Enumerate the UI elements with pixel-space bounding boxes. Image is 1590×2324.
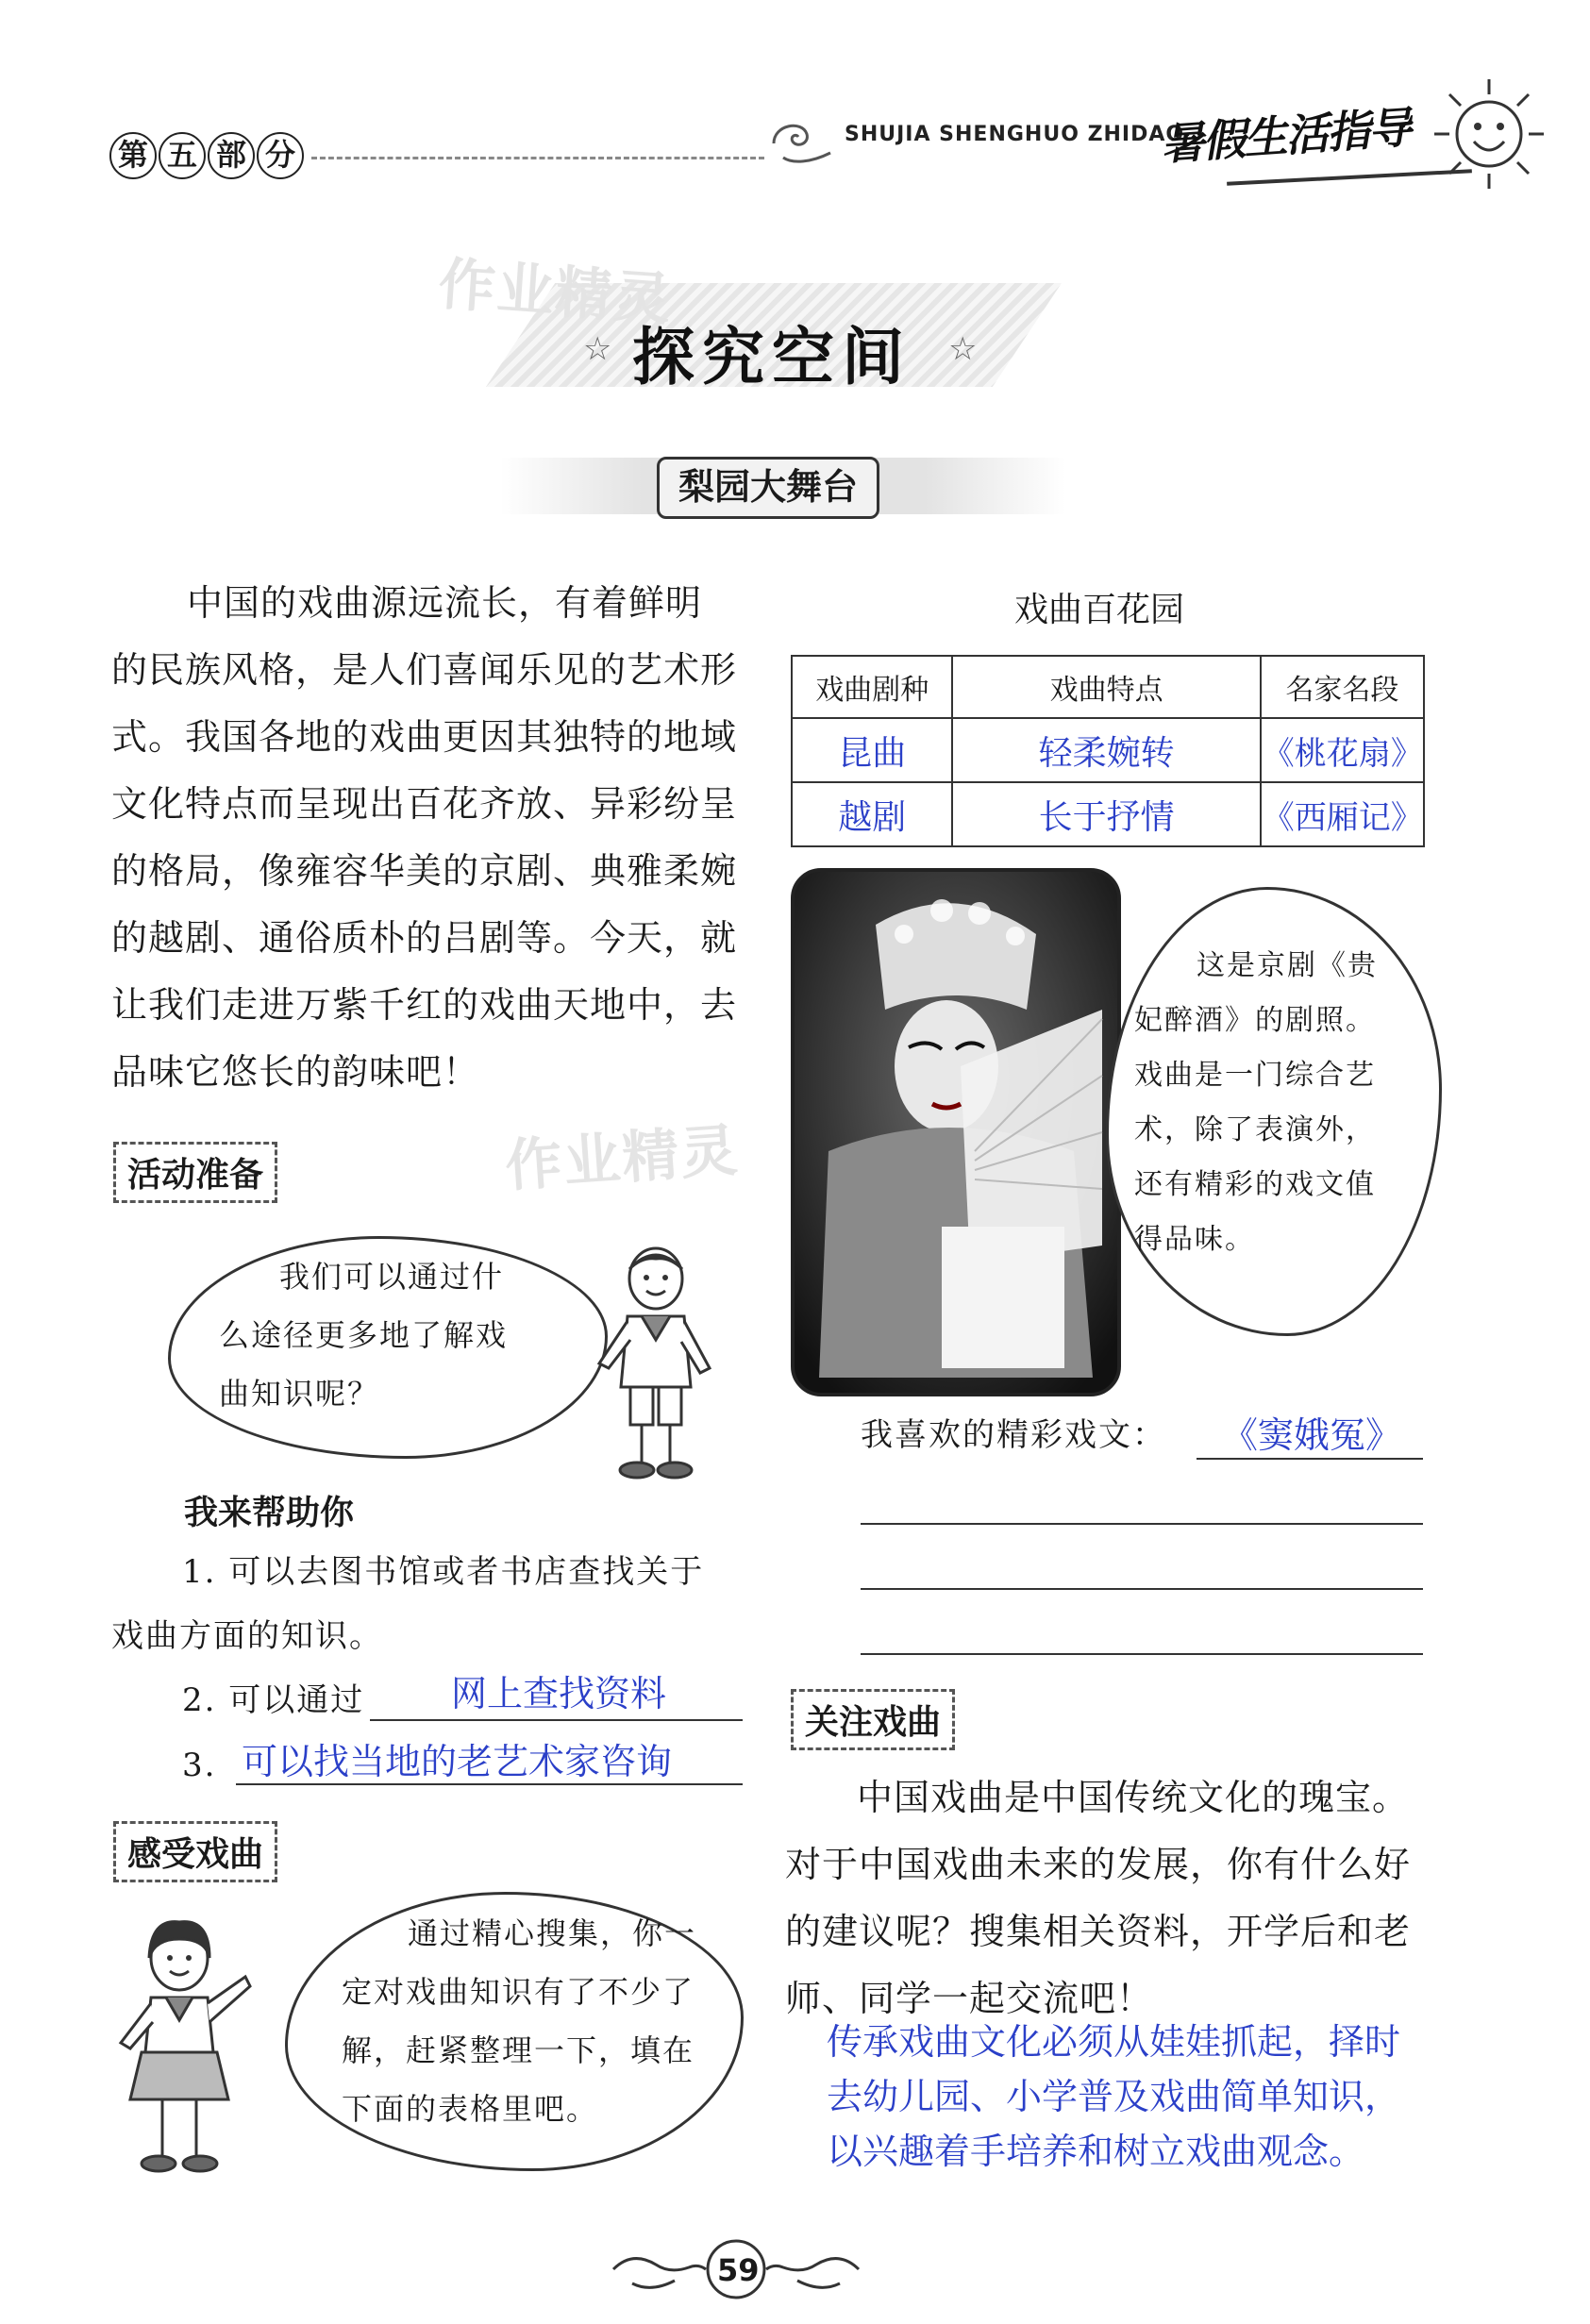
answer-text-line: 传承戏曲文化必须从娃娃抓起，择时 — [827, 2021, 1401, 2063]
table-cell[interactable]: 《西厢记》 — [1261, 782, 1424, 846]
answer-text-line: 以兴趣着手培养和树立戏曲观念。 — [827, 2131, 1365, 2172]
focus-line: 师、同学一起交流吧！ — [785, 1978, 1154, 2019]
table-header: 戏曲特点 — [952, 656, 1260, 718]
intro-line: 式。我国各地的戏曲更因其独特的地域 — [111, 716, 738, 758]
girl-student-illustration — [104, 1911, 264, 2184]
answer-line — [1197, 1458, 1423, 1460]
intro-line: 中国的戏曲源远流长，有着鲜明 — [187, 582, 703, 624]
intro-line: 品味它悠长的韵味吧！ — [111, 1051, 480, 1093]
question-bubble-text — [219, 1247, 577, 1423]
focus-paragraph — [785, 1764, 1427, 2032]
answer-line — [861, 1588, 1423, 1590]
bubble-line: 曲知识呢？ — [219, 1376, 380, 1412]
feel-bubble-text — [342, 1904, 719, 2138]
bubble-line: 我们可以通过什 — [279, 1259, 505, 1295]
bubble-line: 妃醉酒》的剧照。 — [1134, 1004, 1376, 1037]
table-cell[interactable]: 越剧 — [792, 782, 952, 846]
answer-line — [370, 1719, 743, 1721]
intro-paragraph — [111, 570, 762, 1106]
handwritten-answer[interactable]: 网上查找资料 — [451, 1673, 667, 1714]
bubble-line: 么途径更多地了解戏 — [219, 1317, 509, 1353]
table-row — [792, 782, 1424, 846]
bubble-line: 这是京剧《贵 — [1197, 949, 1378, 982]
table-cell[interactable]: 长于抒情 — [952, 782, 1260, 846]
subtitle-box — [657, 457, 879, 519]
table-title: 戏曲百花园 — [1014, 591, 1185, 629]
help-line: 2. 可以通过 — [182, 1681, 365, 1719]
watermark: 作业精灵 — [436, 251, 675, 334]
bubble-line: 解，赶紧整理一下，填在 — [342, 2032, 695, 2068]
photo-caption-text — [1134, 939, 1417, 1267]
swirl-ornament-icon — [764, 106, 840, 172]
part-char: 第 — [109, 132, 157, 179]
bubble-line: 定对戏曲知识有了不少了 — [342, 1974, 695, 2010]
intro-line: 的民族风格，是人们喜闻乐见的艺术形 — [111, 649, 738, 691]
bubble-line: 还有精彩的戏文值 — [1134, 1168, 1376, 1201]
header-pinyin: SHUJIA SHENGHUO ZHIDAO — [845, 123, 1185, 146]
feel-opera-tag: 感受戏曲 — [113, 1821, 277, 1882]
answer-text-line: 去幼儿园、小学普及戏曲简单知识， — [827, 2076, 1401, 2117]
table-header-row — [792, 656, 1424, 718]
intro-line: 让我们走进万紫千红的戏曲天地中，去 — [111, 984, 738, 1026]
answer-line — [861, 1523, 1423, 1525]
part-char: 分 — [257, 132, 304, 179]
answer-line — [861, 1653, 1423, 1655]
peking-opera-photo — [791, 868, 1121, 1396]
favorite-label: 我喜欢的精彩戏文： — [861, 1416, 1166, 1454]
table-row — [792, 718, 1424, 782]
star-icon: ☆ — [948, 330, 978, 368]
watermark: 作业精灵 — [503, 1117, 742, 1200]
opera-table — [791, 655, 1425, 847]
focus-line: 中国戏曲是中国传统文化的瑰宝。 — [857, 1777, 1410, 1818]
table-cell[interactable]: 《桃花扇》 — [1261, 718, 1424, 782]
subtitle: 梨园大舞台 — [678, 466, 858, 508]
section-header — [109, 132, 306, 179]
intro-line: 的越剧、通俗质朴的吕剧等。今天，就 — [111, 917, 738, 959]
intro-line: 文化特点而呈现出百花齐放、异彩纷呈 — [111, 783, 738, 825]
bubble-line: 通过精心搜集，你一 — [408, 1915, 697, 1951]
handwritten-answer[interactable]: 《窦娥冤》 — [1222, 1414, 1402, 1456]
bubble-line: 戏曲是一门综合艺 — [1134, 1059, 1376, 1092]
table-header: 戏曲剧种 — [792, 656, 952, 718]
focus-line: 对于中国戏曲未来的发展，你有什么好 — [785, 1844, 1412, 1885]
help-heading: 我来帮助你 — [184, 1494, 355, 1532]
handwritten-answer[interactable]: 可以找当地的老艺术家咨询 — [242, 1741, 673, 1782]
table-cell[interactable]: 轻柔婉转 — [952, 718, 1260, 782]
header-divider — [311, 157, 764, 159]
table-header: 名家名段 — [1261, 656, 1424, 718]
activity-prep-tag: 活动准备 — [113, 1142, 277, 1203]
table-cell[interactable]: 昆曲 — [792, 718, 952, 782]
focus-line: 的建议呢？搜集相关资料，开学后和老 — [785, 1911, 1412, 1952]
focus-opera-tag: 关注戏曲 — [791, 1689, 955, 1750]
boy-student-illustration — [585, 1236, 727, 1491]
bubble-line: 术，除了表演外， — [1134, 1113, 1376, 1146]
book-title-logo: 暑假生活指导 — [1159, 101, 1412, 171]
main-title: 探究空间 — [632, 321, 912, 393]
part-char: 五 — [159, 132, 206, 179]
help-line: 3. — [182, 1747, 217, 1784]
part-char: 部 — [208, 132, 255, 179]
focus-answer[interactable] — [827, 2015, 1431, 2179]
bubble-line: 得品味。 — [1134, 1223, 1255, 1256]
star-icon: ☆ — [583, 330, 612, 368]
intro-line: 的格局，像雍容华美的京剧、典雅柔婉 — [111, 850, 738, 892]
bubble-line: 下面的表格里吧。 — [342, 2091, 599, 2127]
smiling-sun-icon — [1415, 66, 1557, 198]
page-number: 59 — [717, 2252, 760, 2288]
help-line: 1. 可以去图书馆或者书店查找关于 — [182, 1553, 705, 1591]
help-line: 戏曲方面的知识。 — [111, 1617, 383, 1655]
